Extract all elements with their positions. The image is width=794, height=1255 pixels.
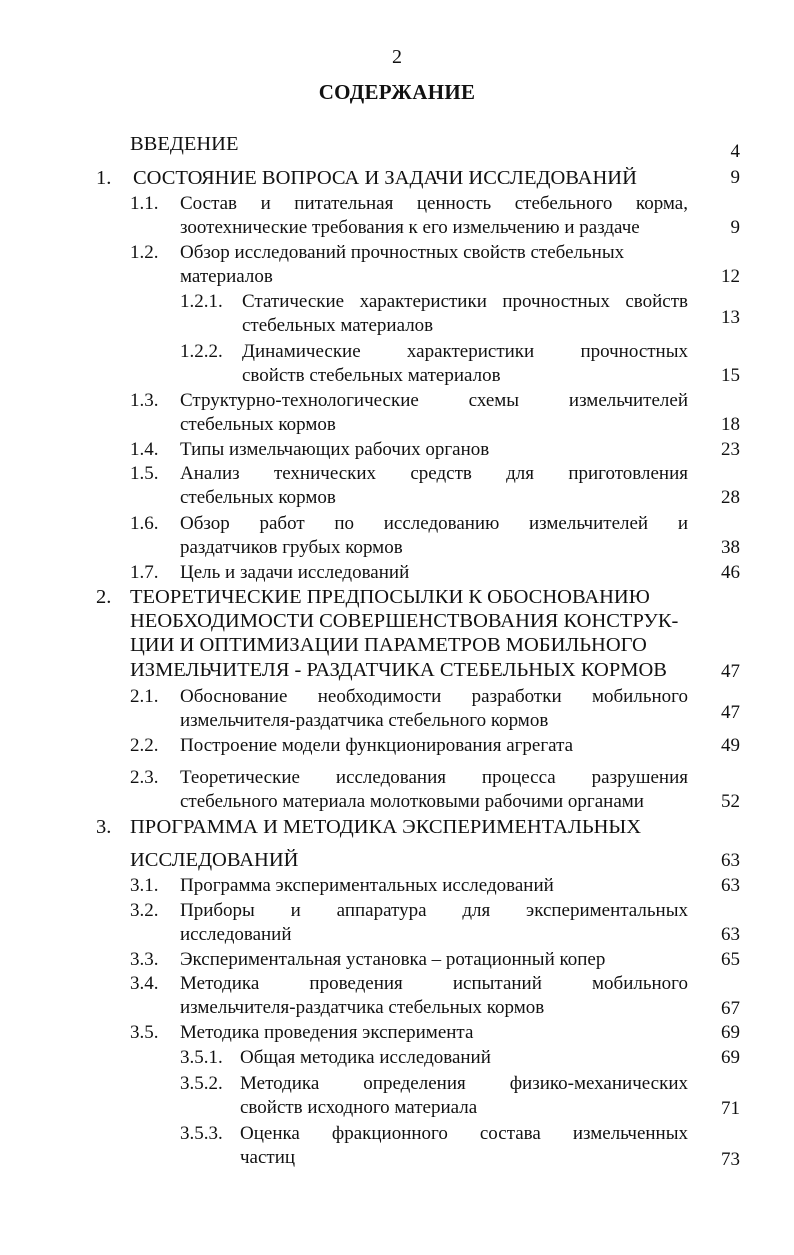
toc-1-1-page: 9: [730, 217, 740, 238]
toc-1-2-1-number: 1.2.1.: [180, 291, 223, 312]
toc-2-2-number: 2.2.: [130, 735, 159, 756]
toc-3-5-2-page: 71: [721, 1098, 740, 1119]
toc-1-6-number: 1.6.: [130, 513, 159, 534]
toc-3-2-line1: Приборы и аппаратура для экспериментальных: [180, 900, 688, 921]
toc-2-3-page: 52: [721, 791, 740, 812]
toc-3-5-line1: Методика проведения эксперимента: [180, 1022, 474, 1043]
toc-ch3-title-line1: ПРОГРАММА И МЕТОДИКА ЭКСПЕРИМЕНТАЛЬНЫХ: [130, 816, 642, 838]
toc-1-2-2-number: 1.2.2.: [180, 341, 223, 362]
toc-ch2-title-line4: ИЗМЕЛЬЧИТЕЛЯ - РАЗДАТЧИКА СТЕБЕЛЬНЫХ КОРМОВ: [130, 659, 667, 681]
toc-1-2-line1: Обзор исследований прочностных свойств стебельных: [180, 242, 625, 263]
toc-ch2-page: 47: [721, 661, 740, 682]
toc-1-2-2-page: 15: [721, 365, 740, 386]
toc-1-7-line1: Цель и задачи исследований: [180, 562, 410, 583]
toc-ch3-page: 63: [721, 850, 740, 871]
toc-1-5-line1: Анализ технических средств для приготовления: [180, 463, 688, 484]
toc-3-5-3-line1: Оценка фракционного состава измельченных: [240, 1123, 688, 1144]
toc-3-5-page: 69: [721, 1022, 740, 1043]
toc-intro-label: ВВЕДЕНИЕ: [130, 133, 239, 155]
toc-3-5-2-line1: Методика определения физико-механических: [240, 1073, 688, 1094]
toc-1-6-line2: раздатчиков грубых кормов: [180, 537, 403, 558]
page-title: СОДЕРЖАНИЕ: [318, 80, 476, 104]
toc-3-3-number: 3.3.: [130, 949, 159, 970]
toc-2-1-page: 47: [721, 702, 740, 723]
toc-ch1-page: 9: [730, 167, 740, 188]
toc-2-3-line2: стебельного материала молотковыми рабочими органами: [180, 791, 644, 812]
toc-1-2-2-line2: свойств стебельных материалов: [242, 365, 501, 386]
toc-2-2-page: 49: [721, 735, 740, 756]
toc-ch1-number: 1.: [96, 167, 112, 189]
toc-ch2-number: 2.: [96, 586, 112, 608]
toc-3-4-page: 67: [721, 998, 740, 1019]
toc-2-3-line1: Теоретические исследования процесса разрушения: [180, 767, 688, 788]
toc-3-1-page: 63: [721, 875, 740, 896]
toc-3-4-line2: измельчителя-раздатчика стебельных кормов: [180, 997, 545, 1018]
toc-1-2-page: 12: [721, 266, 740, 287]
toc-3-2-line2: исследований: [180, 924, 292, 945]
toc-3-5-3-page: 73: [721, 1149, 740, 1170]
toc-1-2-number: 1.2.: [130, 242, 159, 263]
toc-3-5-number: 3.5.: [130, 1022, 159, 1043]
toc-1-4-page: 23: [721, 439, 740, 460]
toc-3-1-number: 3.1.: [130, 875, 159, 896]
toc-1-3-page: 18: [721, 414, 740, 435]
toc-1-6-line1: Обзор работ по исследованию измельчителей и: [180, 513, 688, 534]
toc-1-7-page: 46: [721, 562, 740, 583]
toc-2-1-line2: измельчителя-раздатчика стебельного кормов: [180, 710, 549, 731]
toc-1-2-2-line1: Динамические характеристики прочностных: [242, 341, 688, 362]
toc-1-3-number: 1.3.: [130, 390, 159, 411]
toc-3-4-line1: Методика проведения испытаний мобильного: [180, 973, 688, 994]
toc-3-5-1-page: 69: [721, 1047, 740, 1068]
toc-1-3-line1: Структурно-технологические схемы измельчителей: [180, 390, 688, 411]
toc-ch2-title-line1: ТЕОРЕТИЧЕСКИЕ ПРЕДПОСЫЛКИ К ОБОСНОВАНИЮ: [130, 586, 650, 608]
toc-ch3-title-line2: ИССЛЕДОВАНИЙ: [130, 849, 299, 871]
page-number: 2: [392, 46, 402, 68]
toc-1-5-page: 28: [721, 487, 740, 508]
toc-1-2-line2: материалов: [180, 266, 273, 287]
toc-2-1-line1: Обоснование необходимости разработки мобильного: [180, 686, 688, 707]
toc-3-3-line1: Экспериментальная установка – ротационный копер: [180, 949, 606, 970]
toc-1-5-number: 1.5.: [130, 463, 159, 484]
toc-1-1-number: 1.1.: [130, 193, 159, 214]
toc-1-4-number: 1.4.: [130, 439, 159, 460]
toc-ch2-title-line3: ЦИИ И ОПТИМИЗАЦИИ ПАРАМЕТРОВ МОБИЛЬНОГО: [130, 634, 647, 656]
toc-3-5-2-line2: свойств исходного материала: [240, 1097, 478, 1118]
toc-3-5-3-number: 3.5.3.: [180, 1123, 223, 1144]
toc-1-2-1-line1: Статические характеристики прочностных свойств: [242, 291, 688, 312]
toc-3-3-page: 65: [721, 949, 740, 970]
toc-1-7-number: 1.7.: [130, 562, 159, 583]
toc-3-5-3-line2: частиц: [240, 1147, 296, 1168]
toc-1-5-line2: стебельных кормов: [180, 487, 336, 508]
toc-1-1-line1: Состав и питательная ценность стебельного корма,: [180, 193, 688, 214]
toc-ch2-title-line2: НЕОБХОДИМОСТИ СОВЕРШЕНСТВОВАНИЯ КОНСТРУК-: [130, 610, 679, 632]
toc-2-1-number: 2.1.: [130, 686, 159, 707]
toc-ch1-title: СОСТОЯНИЕ ВОПРОСА И ЗАДАЧИ ИССЛЕДОВАНИЙ: [133, 167, 637, 189]
toc-1-2-1-line2: стебельных материалов: [242, 315, 434, 336]
toc-3-2-number: 3.2.: [130, 900, 159, 921]
toc-3-5-2-number: 3.5.2.: [180, 1073, 223, 1094]
toc-2-3-number: 2.3.: [130, 767, 159, 788]
toc-3-5-1-line1: Общая методика исследований: [240, 1047, 491, 1068]
toc-1-3-line2: стебельных кормов: [180, 414, 336, 435]
toc-intro-page: 4: [730, 141, 740, 162]
toc-1-1-line2: зоотехнические требования к его измельчению и раздаче: [180, 217, 640, 238]
toc-3-2-page: 63: [721, 924, 740, 945]
toc-ch3-number: 3.: [96, 816, 112, 838]
toc-3-5-1-number: 3.5.1.: [180, 1047, 223, 1068]
toc-3-4-number: 3.4.: [130, 973, 159, 994]
toc-2-2-line1: Построение модели функционирования агрегата: [180, 735, 574, 756]
toc-1-2-1-page: 13: [721, 307, 740, 328]
toc-1-6-page: 38: [721, 537, 740, 558]
toc-3-1-line1: Программа экспериментальных исследований: [180, 875, 554, 896]
toc-1-4-line1: Типы измельчающих рабочих органов: [180, 439, 490, 460]
